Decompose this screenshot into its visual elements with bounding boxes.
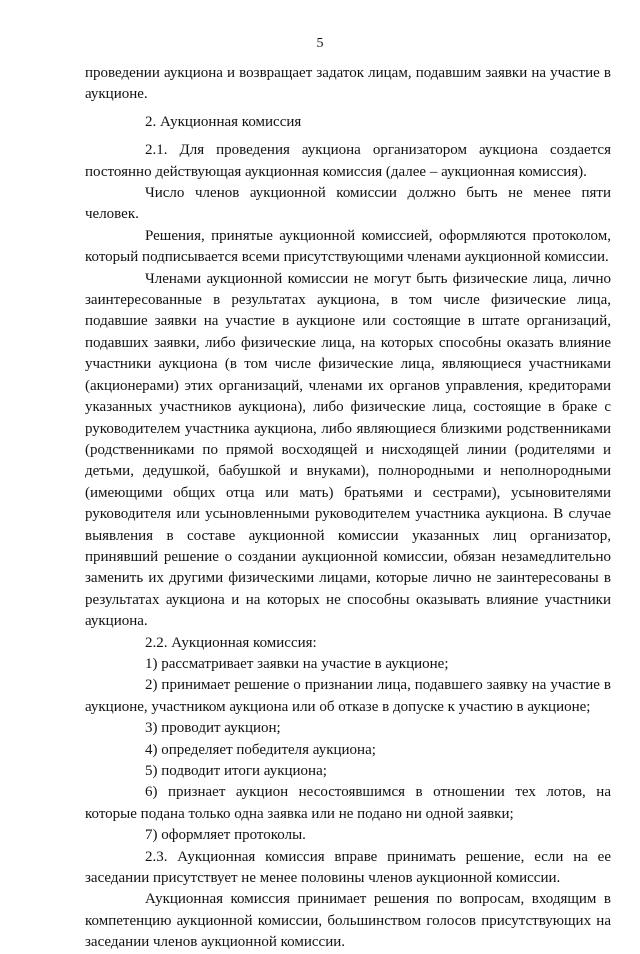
document-body bbox=[85, 63, 611, 954]
list-item: 6) признает аукцион несостоявшимся в отношении тех лотов, на которые подана только одна заявка или не подано ни одной заявки; bbox=[85, 784, 611, 822]
list-item: 7) оформляет протоколы. bbox=[145, 827, 306, 844]
section-heading: 2. Аукционная комиссия bbox=[145, 113, 302, 130]
list-item: 2) принимает решение о признании лица, подавшего заявку на участие в аукционе, участником аукциона или об отказе в допуске к участию в аукционе; bbox=[85, 677, 611, 715]
page-number: 5 bbox=[316, 36, 324, 51]
list-item: 1) рассматривает заявки на участие в аукционе; bbox=[145, 655, 449, 672]
paragraph: 2.3. Аукционная комиссия вправе принимать решение, если на ее заседании присутствует не менее половины членов аукционной комиссии. bbox=[85, 848, 611, 887]
paragraph: Аукционная комиссия принимает решения по вопросам, входящим в компетенцию аукционной комиссии, большинством голосов присутствующих на заседании членов аукционной комиссии. bbox=[85, 891, 611, 951]
paragraph: Решения, принятые аукционной комиссией, оформляются протоколом, который подписывается всеми присутствующими членами аукционной комиссии. bbox=[85, 227, 611, 266]
paragraph: 2.1. Для проведения аукциона организатором аукциона создается постоянно действующая аукционная комиссия (далее – аукционная комиссия). bbox=[85, 142, 611, 180]
paragraph-continuation: проведении аукциона и возвращает задаток лицам, подавшим заявки на участие в аукционе. bbox=[85, 65, 611, 103]
list-item: 3) проводит аукцион; bbox=[145, 720, 281, 737]
paragraph: Число членов аукционной комиссии должно быть не менее пяти человек. bbox=[85, 185, 611, 223]
list-item: 4) определяет победителя аукциона; bbox=[145, 741, 376, 758]
paragraph: 2.2. Аукционная комиссия: bbox=[145, 634, 317, 651]
paragraph: Членами аукционной комиссии не могут быть физические лица, лично заинтересованные в результатах аукциона, в том числе физические лица, подавшие заявки на участие в аукционе или состоящие в штате организаций, подавших заявки, либо физические лица, на которых способны оказать влияние участники аукциона (в том числе физические лица, являющиеся участниками (акционерами) этих организаций, членами их органов управления, кредиторами указанных участников аукциона), либо физические лица, состоящие в браке с руководителем участника аукциона, либо являющиеся близкими родственниками (родственниками по прямой восходящей и нисходящей линии (родителями и детьми, дедушкой, бабушкой и внуками), полнородными и неполнородными (имеющими общих отца или мать) братьями и сестрами), усыновителями руководителя или усыновленными руководителем участника аукциона. В случае выявления в составе аукционной комиссии указанных лиц организатор, принявший решение о создании аукционной комиссии, обязан незамедлительно заменить их другими физическими лицами, которые лично не заинтересованы в результатах аукциона и на которых не способны оказывать влияние участники аукциона. bbox=[85, 270, 611, 630]
list-item: 5) подводит итоги аукциона; bbox=[145, 763, 327, 779]
